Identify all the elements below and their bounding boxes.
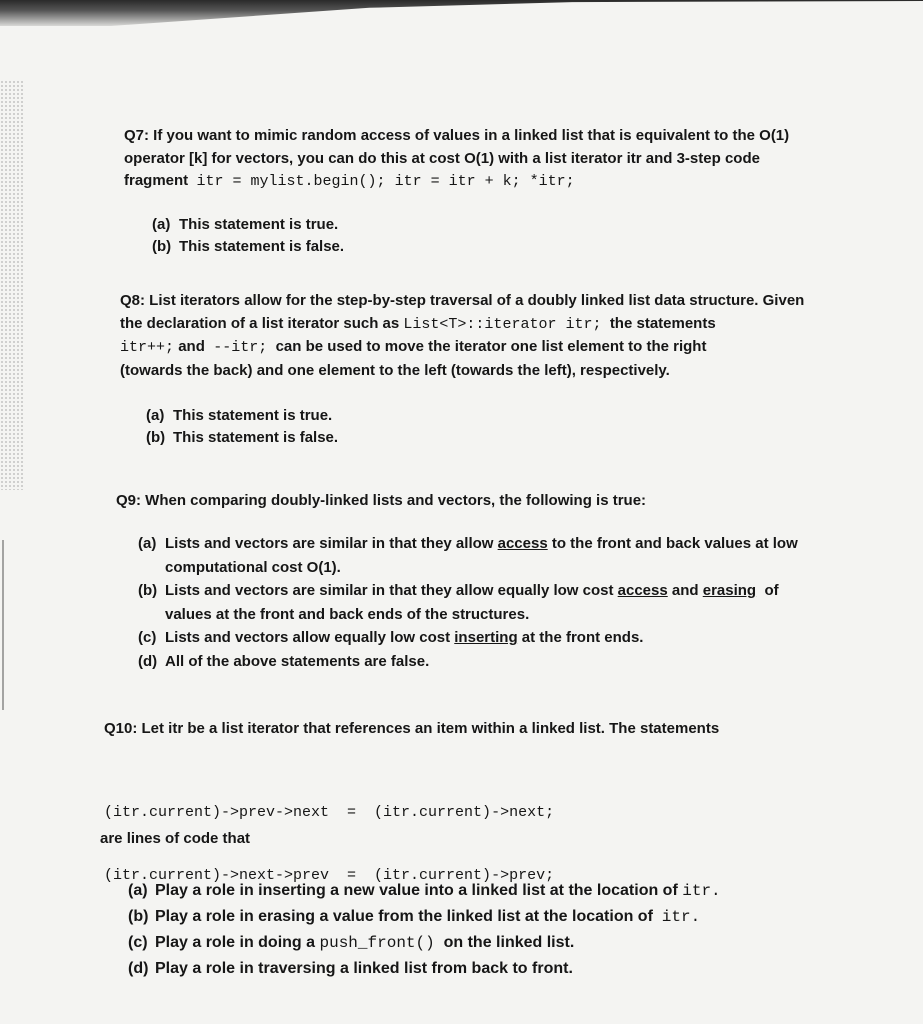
q9-option-b: (b) Lists and vectors are similar in that they allow equally low cost access and erasing of bbox=[138, 582, 779, 599]
q10-option-d: (d) Play a role in traversing a linked list from back to front. bbox=[128, 960, 573, 977]
paper-edge-line bbox=[2, 540, 4, 710]
q9-text: Q9: When comparing doubly-linked lists and vectors, the following is true: bbox=[116, 492, 647, 509]
q10-option-a: (a) Play a role in inserting a new value into a linked list at the location of itr. bbox=[128, 882, 721, 900]
q7-option-a: (a) This statement is true. bbox=[152, 216, 339, 233]
q9-option-a: (a) Lists and vectors are similar in that they allow access to the front and back values at low bbox=[138, 535, 798, 552]
q10-code-block: (itr.current)->prev->next = (itr.current)->next; (itr.current)->next->prev = (itr.current)->prev; bbox=[104, 804, 555, 884]
photo-dark-edge bbox=[0, 0, 923, 26]
q7-option-b: (b) This statement is false. bbox=[152, 238, 345, 255]
paper-perforation bbox=[0, 80, 24, 490]
q7-text: Q7: If you want to mimic random access of values in a linked list that is equivalent to the O(1) operator [k] for vectors, you can do this at cost O(1) with a list iterator itr and 3-step code fragment itr = mylist.begin(); itr = itr + k; *itr; bbox=[124, 127, 790, 190]
q7-code: itr = mylist.begin(); itr = itr + k; *itr; bbox=[196, 173, 575, 190]
q10-option-c: (c) Play a role in doing a push_front() on the linked list. bbox=[128, 934, 575, 952]
q10-text: Q10: Let itr be a list iterator that references an item within a linked list. The statements bbox=[104, 720, 720, 737]
q8-option-a: (a) This statement is true. bbox=[146, 407, 333, 424]
q9-option-c: (c) Lists and vectors allow equally low cost inserting at the front ends. bbox=[138, 629, 644, 646]
q10-options bbox=[128, 878, 721, 982]
q8-option-b: (b) This statement is false. bbox=[146, 429, 339, 446]
q7-options bbox=[152, 214, 344, 258]
q9-options: (a) Lists and vectors are similar in that they allow access to the front and back values at low computational cost O(1). (b) Lists and vectors are similar in that they allow equally low cost access and erasing of values at the front and back ends of the structures. (c) Lists and vectors allow equally low cost inserting at the front ends. (d) All of the above statements are false. bbox=[138, 532, 798, 673]
q10-prompt: are lines of code that bbox=[100, 830, 251, 847]
q8-text: Q8: List iterators allow for the step-by-step traversal of a doubly linked list data structure. Given the declaration of a list iterator such as List<T>::iterator itr; the statements itr++; and --itr; can be used to move the iterator one list element to the right (towards the back) and one element to the left (towards the left), respectively. bbox=[120, 292, 805, 379]
q10-option-b: (b) Play a role in erasing a value from the linked list at the location of itr. bbox=[128, 908, 701, 926]
q8-options bbox=[146, 405, 338, 449]
q9-option-d: (d) All of the above statements are false. bbox=[138, 652, 430, 670]
